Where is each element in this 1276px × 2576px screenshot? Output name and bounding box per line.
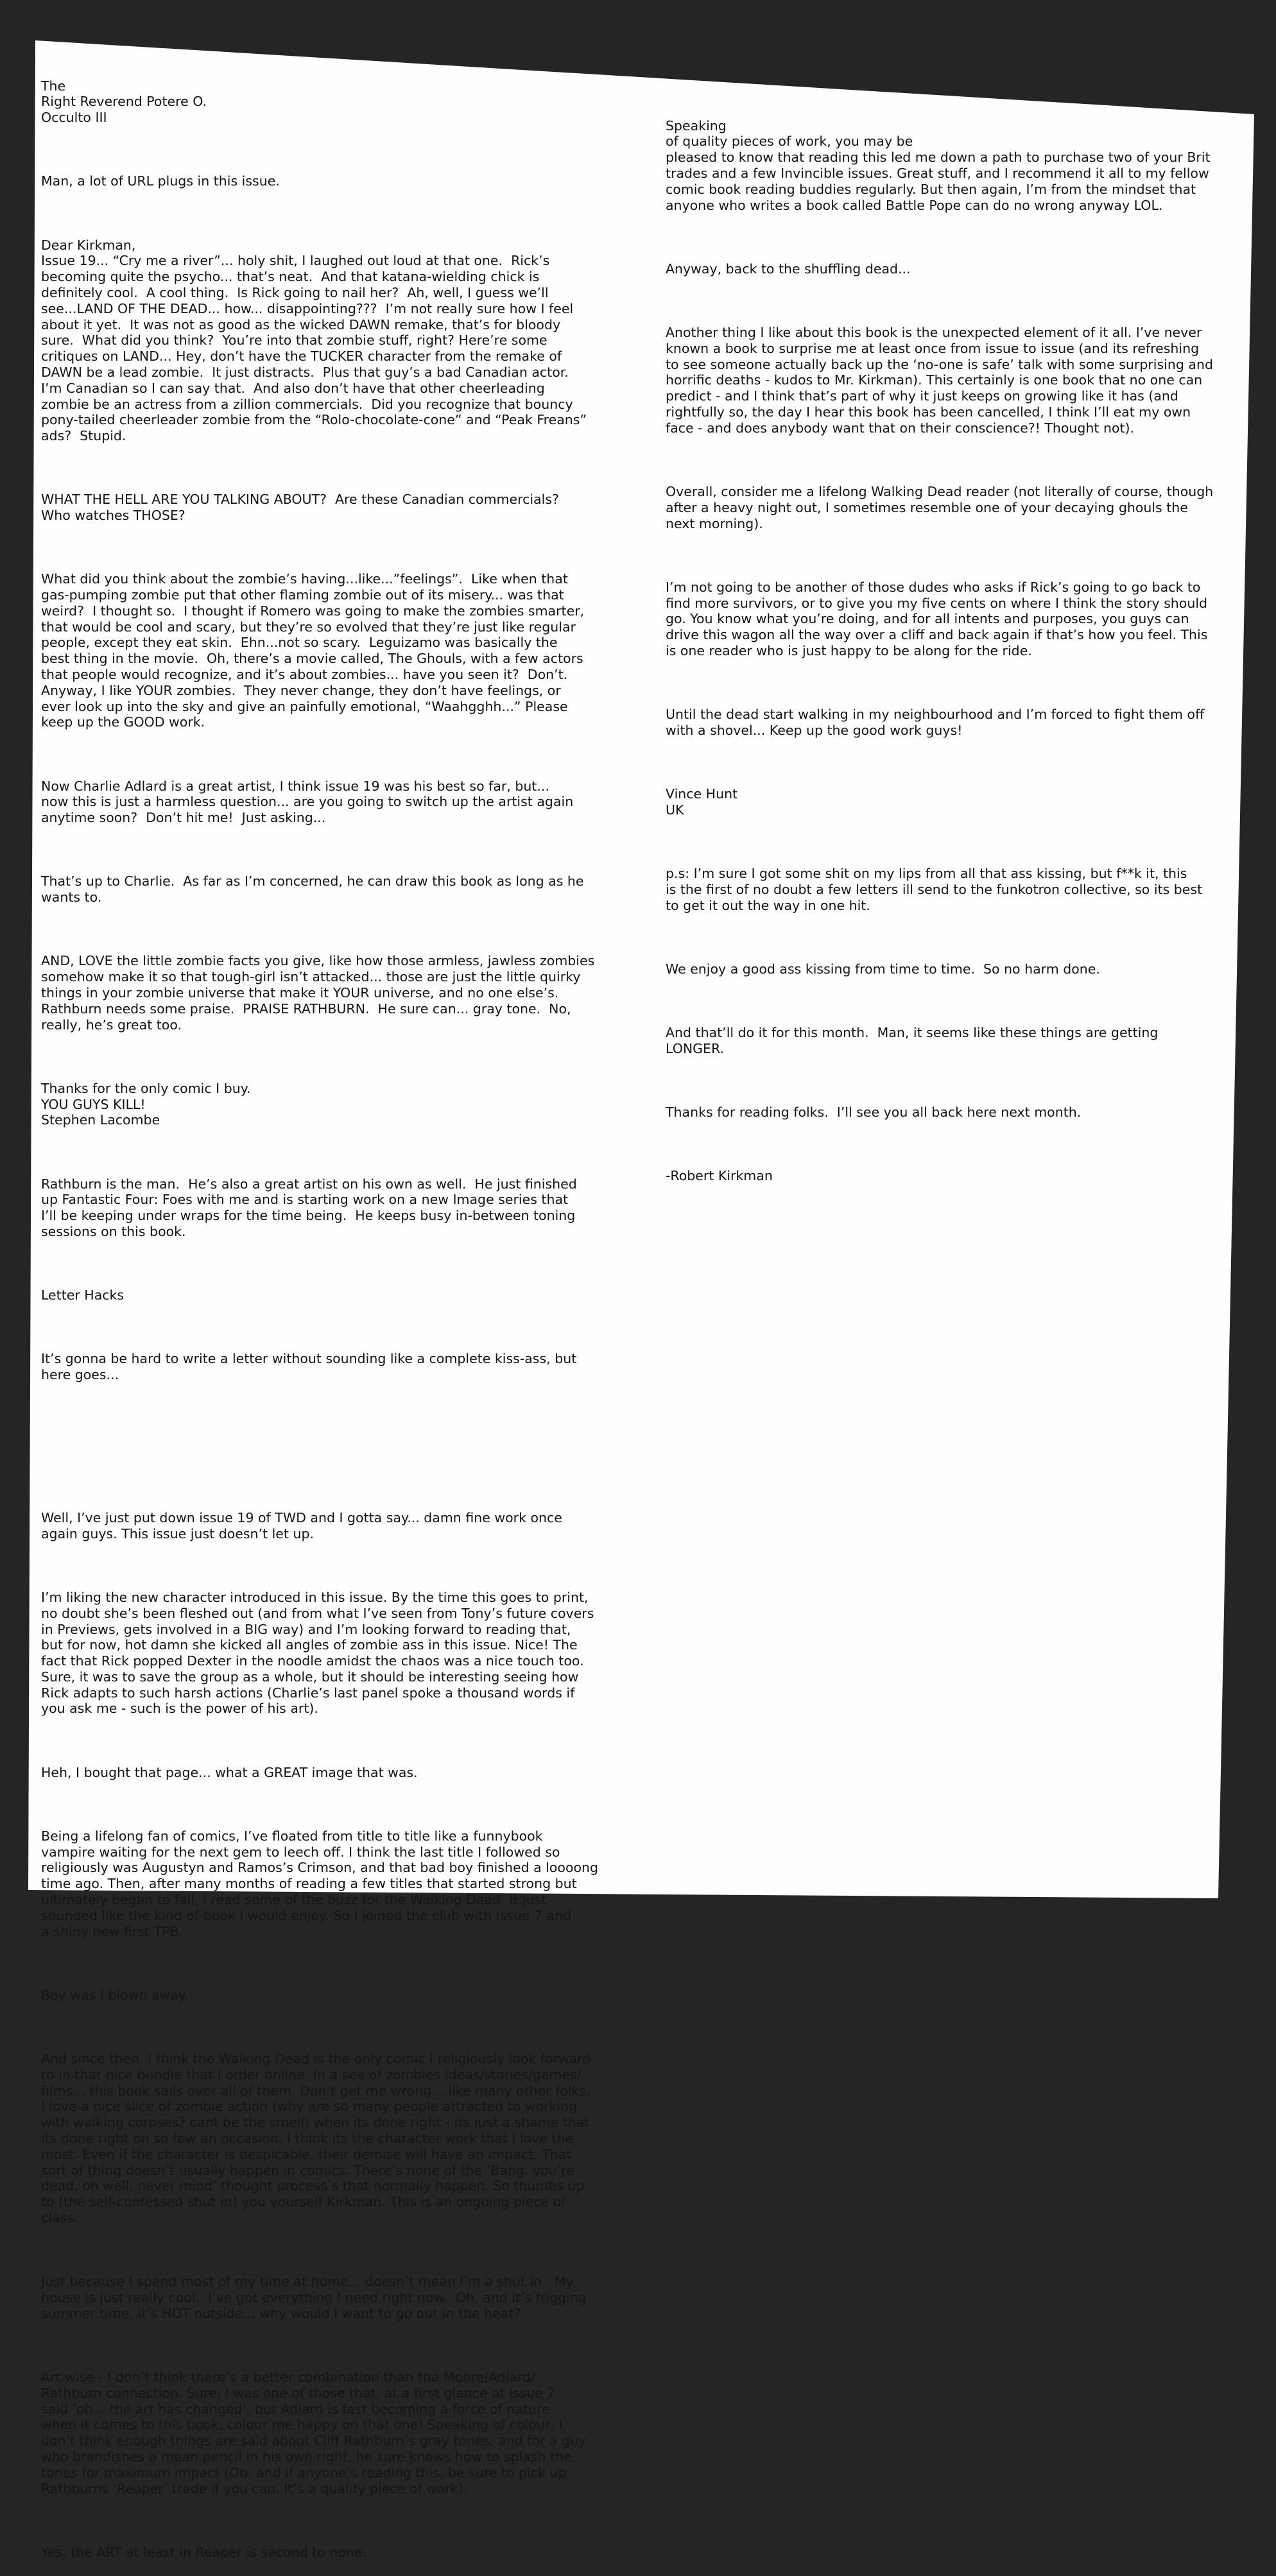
letter-paragraph: Art wise - I don’t think there’s a better combination than the Moore/Adlard/ Rathburn connection. Sure, I was one of those that, at a first glance at issue 7 said ‘oh... the art has changed’, but Adlard is fast becoming a force of nature when it comes to this book, colour me happy on that one! Speaking of colour, I don’t think enough things are said about Cliff Rathburn’s gray tones, and for a guy who brandishes a mean pencil in his own right, he sure knows how to splash the tones for maximum impact (Oh, and if anyone’s reading this, be sure to pick up Rathburns ‘Reaper’ trade if you can. It’s a quality piece of work).	[41, 2369, 587, 2496]
letter-paragraph: Being a lifelong fan of comics, I’ve floated from title to title like a funnybook vampire waiting for the next gem to leech off. I think the last title I followed so religiously was Augustyn and Ramos’s Crimson, and that bad boy finished a loooong time ago. Then, after many months of reading a few titles that started strong but ultimately began to fall, I read some of the buzz for the Walking Dead. It just sounded like the kind of book I would enjoy. So I joined the club with Issue 7 and a shiny new first TPB.	[41, 1828, 599, 1939]
letter-paragraph: I’m liking the new character introduced in this issue. By the time this goes to print, no doubt she’s been fleshed out (and from what I’ve seen from Tony’s future covers in Previews, gets involved in a BIG way) and I’m looking forward to reading that, but for now, hot damn she kicked all angles of zombie ass in this issue. Nice! The fact that Rick popped Dexter in the noodle amidst the chaos was a nice touch too. Sure, it was to save the group as a whole, but it should be interesting seeing how Rick adapts to such harsh actions (Charlie’s last panel spoke a thousand words if you ask me - such is the power of his art).	[41, 1589, 594, 1717]
letter-paragraph: Vince Hunt UK	[666, 786, 738, 818]
letter-paragraph: That’s up to Charlie. As far as I’m concerned, he can draw this book as long as he wants to.	[41, 873, 584, 906]
letter-paragraph: AND, LOVE the little zombie facts you give, like how those armless, jawless zombies somehow make it so that tough-girl isn’t attacked... those are just the little quirky things in your zombie universe that make it YOUR universe, and no one else’s. Rathburn needs some praise. PRAISE RATHBURN. He sure can... gray tone. No, really, he’s great too.	[41, 953, 595, 1033]
letter-paragraph: And since then, I think the Walking Dead is the only comic I religiously look forward to in that nice bundle that I order online. In a sea of zombies ideas/stories/games/ films... this book sails over all of them. Don’t get me wrong... like many other folks, I love a nice slice of zombie action (why are so many people attracted to working with walking corpses? cant be the smell) when its done right - its just a shame that its done right on so few an occasion. I think its the character work that I love the most. Even if the character is despicable, their demise will have an impact. That sort of thing doesn’t usually happen in comics. There’s none of the ‘Bang. you’re dead. oh well, never mind’ thought process’s that normally happen. So thumbs up to (the self-confessed shut in) you yourself Kirkman. This is an ongoing piece of class.	[41, 2051, 591, 2226]
letter-paragraph: Heh, I bought that page... what a GREAT image that was.	[41, 1764, 418, 1780]
letter-paragraph: Thanks for the only comic I buy. YOU GUYS KILL! Stephen Lacombe	[41, 1080, 251, 1128]
letter-paragraph: Overall, consider me a lifelong Walking Dead reader (not literally of course, though after a heavy night out, I sometimes resemble one of your decaying ghouls the next morning).	[666, 483, 1214, 531]
letter-paragraph: Boy was I blown away.	[41, 1987, 189, 2003]
letter-paragraph: Another thing I like about this book is the unexpected element of it all. I’ve never known a book to surprise me at least once from issue to issue (and its refreshing to see someone actually back up the ‘no-one is safe’ talk with some surprising and horrific deaths - kudos to Mr. Kirkman). This certainly is one book that no one can predict - and I think that’s part of why it just keeps on growing like it has (and rightfully so, the day I hear this book has been cancelled, I think I’ll eat my own face - and does anybody want that on their conscience?! Thought not).	[666, 324, 1213, 436]
letter-paragraph: What did you think about the zombie’s having...like...”feelings”. Like when that gas-pumping zombie put that other flaming zombie out of its misery... was that weird? I thought so. I thought if Romero was going to make the zombies smarter, that would be cool and scary, but they’re so evolved that they’re just like regular people, except they eat skin. Ehn...not so scary. Leguizamo was basically the best thing in the movie. Oh, there’s a movie called, The Ghouls, with a few actors that people would recognize, and it’s about zombies... have you seen it? Don’t. Anyway, I like YOUR zombies. They never change, they don’t have feelings, or ever look up into the sky and give an painfully emotional, “Waahgghh...” Please keep up the GOOD work.	[41, 571, 585, 730]
letter-paragraph: -Robert Kirkman	[666, 1168, 773, 1184]
letter-paragraph: Anyway, back to the shuffling dead...	[666, 261, 911, 277]
letter-paragraph: The Right Reverend Potere O. Occulto III	[41, 78, 207, 126]
letter-paragraph: Speaking of quality pieces of work, you may be pleased to know that reading this led me down a path to purchase two of your Brit trades and a few Invincible issues. Great stuff, and I recommend it all to my fellow comic book reading buddies regularly. But then again, I’m from the mindset that anyone who writes a book called Battle Pope can do no wrong anyway LOL.	[666, 117, 1211, 213]
letter-paragraph: Dear Kirkman, Issue 19... “Cry me a river”... holy shit, I laughed out loud at that one. Rick’s becoming quite the psycho... that’s neat. And that katana-wielding chick is definitely cool. A cool thing. Is Rick going to nail her? Ah, well, I guess we’ll see...LAND OF THE DEAD... how... disappointing??? I’m not really sure how I feel about it yet. It was not as good as the wicked DAWN remake, that’s for bloody sure. What did you think? You’re into that zombie stuff, right? Here’re some critiques on LAND... Hey, don’t have the TUCKER character from the remake of DAWN be a lead zombie. It just distracts. Plus that guy’s a bad Canadian actor. I’m Canadian so I can say that. And also don’t have that other cheerleading zombie be an actress from a zillion commercials. Did you recognize that bouncy pony-tailed cheerleader zombie from the “Rolo-chocolate-cone” and “Peak Freans” ads? Stupid.	[41, 237, 587, 444]
left-column	[41, 46, 644, 2576]
letter-paragraph: Yes, the ART at least in Reaper is second to none.	[41, 2544, 366, 2560]
letter-paragraph: Now Charlie Adlard is a great artist, I think issue 19 was his best so far, but... now this is just a harmless question... are you going to switch up the artist again anytime soon? Don’t hit me! Just asking...	[41, 778, 574, 826]
letter-paragraph: It’s gonna be hard to write a letter without sounding like a complete kiss-ass, but here goes...	[41, 1351, 577, 1383]
right-column	[666, 86, 1251, 1200]
letter-paragraph: Thanks for reading folks. I’ll see you all back here next month.	[666, 1104, 1082, 1120]
letter-paragraph: Until the dead start walking in my neighbourhood and I’m forced to fight them off with a shovel... Keep up the good work guys!	[666, 707, 1205, 738]
letter-paragraph: And that’ll do it for this month. Man, it seems like these things are getting LONGER.	[666, 1025, 1159, 1056]
letter-paragraph: Man, a lot of URL plugs in this issue.	[41, 173, 280, 189]
letter-paragraph: Letter Hacks	[41, 1287, 125, 1303]
letter-paragraph: I’m not going to be another of those dudes who asks if Rick’s going to go back to find more survivors, or to give you my five cents on where I think the story should go. You know what you’re doing, and for all intents and purposes, you guys can drive this wagon all the way over a cliff and back again if that’s how you feel. This is one reader who is just happy to be along for the ride.	[666, 579, 1208, 658]
letter-paragraph: Rathburn is the man. He’s also a great artist on his own as well. He just finished up Fantastic Four: Foes with me and is starting work on a new Image series that I’ll be keeping under wraps for the time being. He keeps busy in-between toning sessions on this book.	[41, 1176, 577, 1239]
letter-paragraph: Well, I’ve just put down issue 19 of TWD and I gotta say... damn fine work once again guys. This issue just doesn’t let up.	[41, 1509, 562, 1541]
letter-paragraph: p.s: I’m sure I got some shit on my lips from all that ass kissing, but f**k it, this is the first of no doubt a few letters ill send to the funkotron collective, so its best to get it out the way in one hit.	[666, 866, 1203, 913]
letter-paragraph: Just because I spend most of my time at home... doesn’t mean I’m a shut in. My house is just really cool. I’ve got everything I need right now. Oh, and it’s frigging summer time, it’s HOT outside... why would I want to go out in the heat?	[41, 2274, 587, 2321]
blank-gap	[41, 1430, 644, 1478]
letter-paragraph: WHAT THE HELL ARE YOU TALKING ABOUT? Are these Canadian commercials? Who watches THOSE?	[41, 492, 559, 524]
letter-paragraph: We enjoy a good ass kissing from time to time. So no harm done.	[666, 961, 1100, 977]
